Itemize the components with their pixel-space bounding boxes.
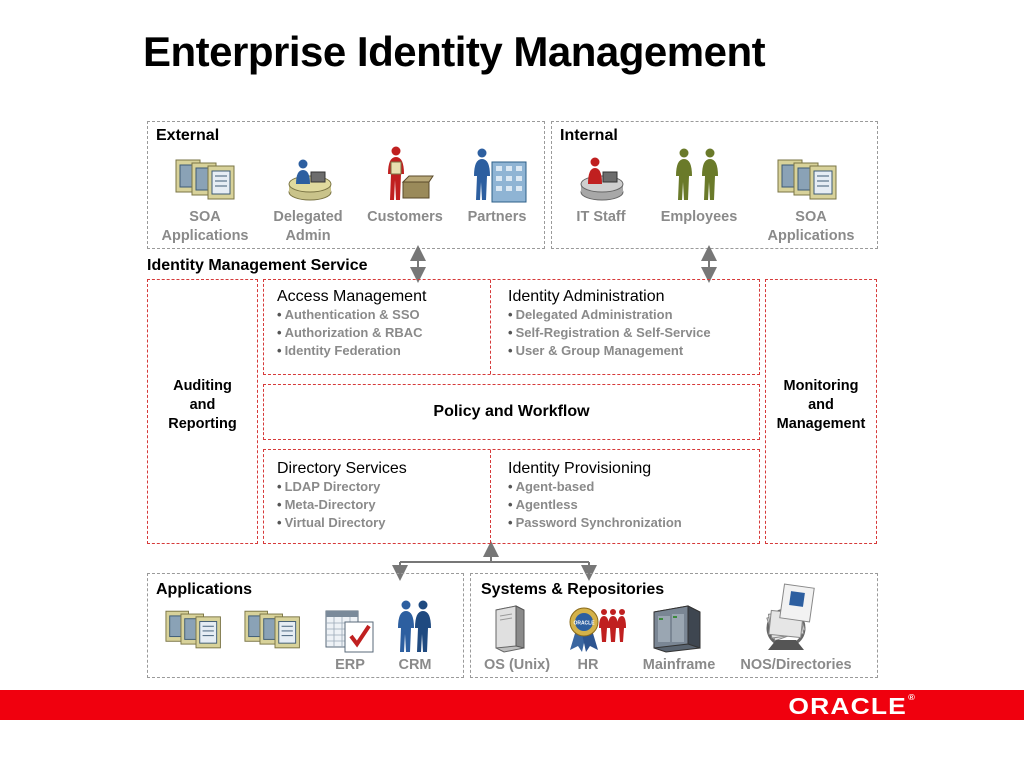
crm-icon [395,600,435,654]
erp-icon [325,608,375,654]
systems-item-mainframe-label: Mainframe [642,657,716,673]
directory-services [277,460,487,532]
external-item-soa-label: SOA Applications [161,209,249,244]
identity-administration-item: • Self-Registration & Self-Service [508,324,758,342]
page-title: Enterprise Identity Management [143,28,766,75]
oracle-registered-mark: ® [908,693,916,702]
systems-item-os-label: OS (Unix) [483,657,551,673]
identity-provisioning-item: • Password Synchronization [508,514,758,532]
directory-services-item: • Meta-Directory [277,496,487,514]
identity-administration-item: • User & Group Management [508,342,758,360]
policy-workflow-label: Policy and Workflow [433,403,590,420]
server-icon [492,604,526,652]
directory-services-item: • LDAP Directory [277,478,487,496]
directory-services-item: • Virtual Directory [277,514,487,532]
auditing-label: Auditing and Reporting [168,378,237,432]
bottom-divider [490,450,491,543]
identity-provisioning-item: • Agentless [508,496,758,514]
hr-icon [566,606,626,652]
ims-label: Identity Management Service [147,257,368,274]
internal-item-employees-label: Employees [660,209,738,225]
mainframe-icon [652,604,702,652]
applications-item-erp-label: ERP [335,657,365,673]
identity-administration-item: • Delegated Administration [508,306,758,324]
internal-item-soa-label: SOA Applications [767,209,855,244]
external-item-delegated-admin-label: Delegated Admin [273,209,343,244]
oracle-logo-text: ORACLE [788,693,907,719]
access-management-item: • Authorization & RBAC [277,324,487,342]
internal-item-it-staff-label: IT Staff [576,209,626,225]
identity-administration [508,288,758,360]
monitoring-label: Monitoring and Management [776,378,866,432]
systems-label: Systems & Repositories [481,581,665,598]
systems-item-nos-label: NOS/Directories [740,657,852,673]
soa-applications-icon [244,608,306,652]
applications-item-crm-label: CRM [398,657,432,673]
oracle-logo [788,693,916,720]
rolodex-icon [760,582,816,654]
identity-administration-title: Identity Administration [508,288,665,305]
systems-item-hr-label: HR [577,657,599,673]
directory-services-title: Directory Services [277,460,407,477]
access-management [277,288,487,360]
identity-provisioning-item: • Agent-based [508,478,758,496]
identity-provisioning [508,460,758,532]
top-divider [490,280,491,374]
access-management-item: • Identity Federation [277,342,487,360]
external-item-partners-label: Partners [467,209,527,225]
applications-label: Applications [156,581,253,598]
external-label: External [156,127,220,144]
soa-applications-icon [165,608,227,652]
external-item-customers-label: Customers [367,209,443,225]
access-management-title: Access Management [277,288,427,305]
identity-provisioning-title: Identity Provisioning [508,460,652,477]
svg-text:ORACLE: ORACLE [573,620,595,627]
internal-label: Internal [560,127,618,144]
access-management-item: • Authentication & SSO [277,306,487,324]
